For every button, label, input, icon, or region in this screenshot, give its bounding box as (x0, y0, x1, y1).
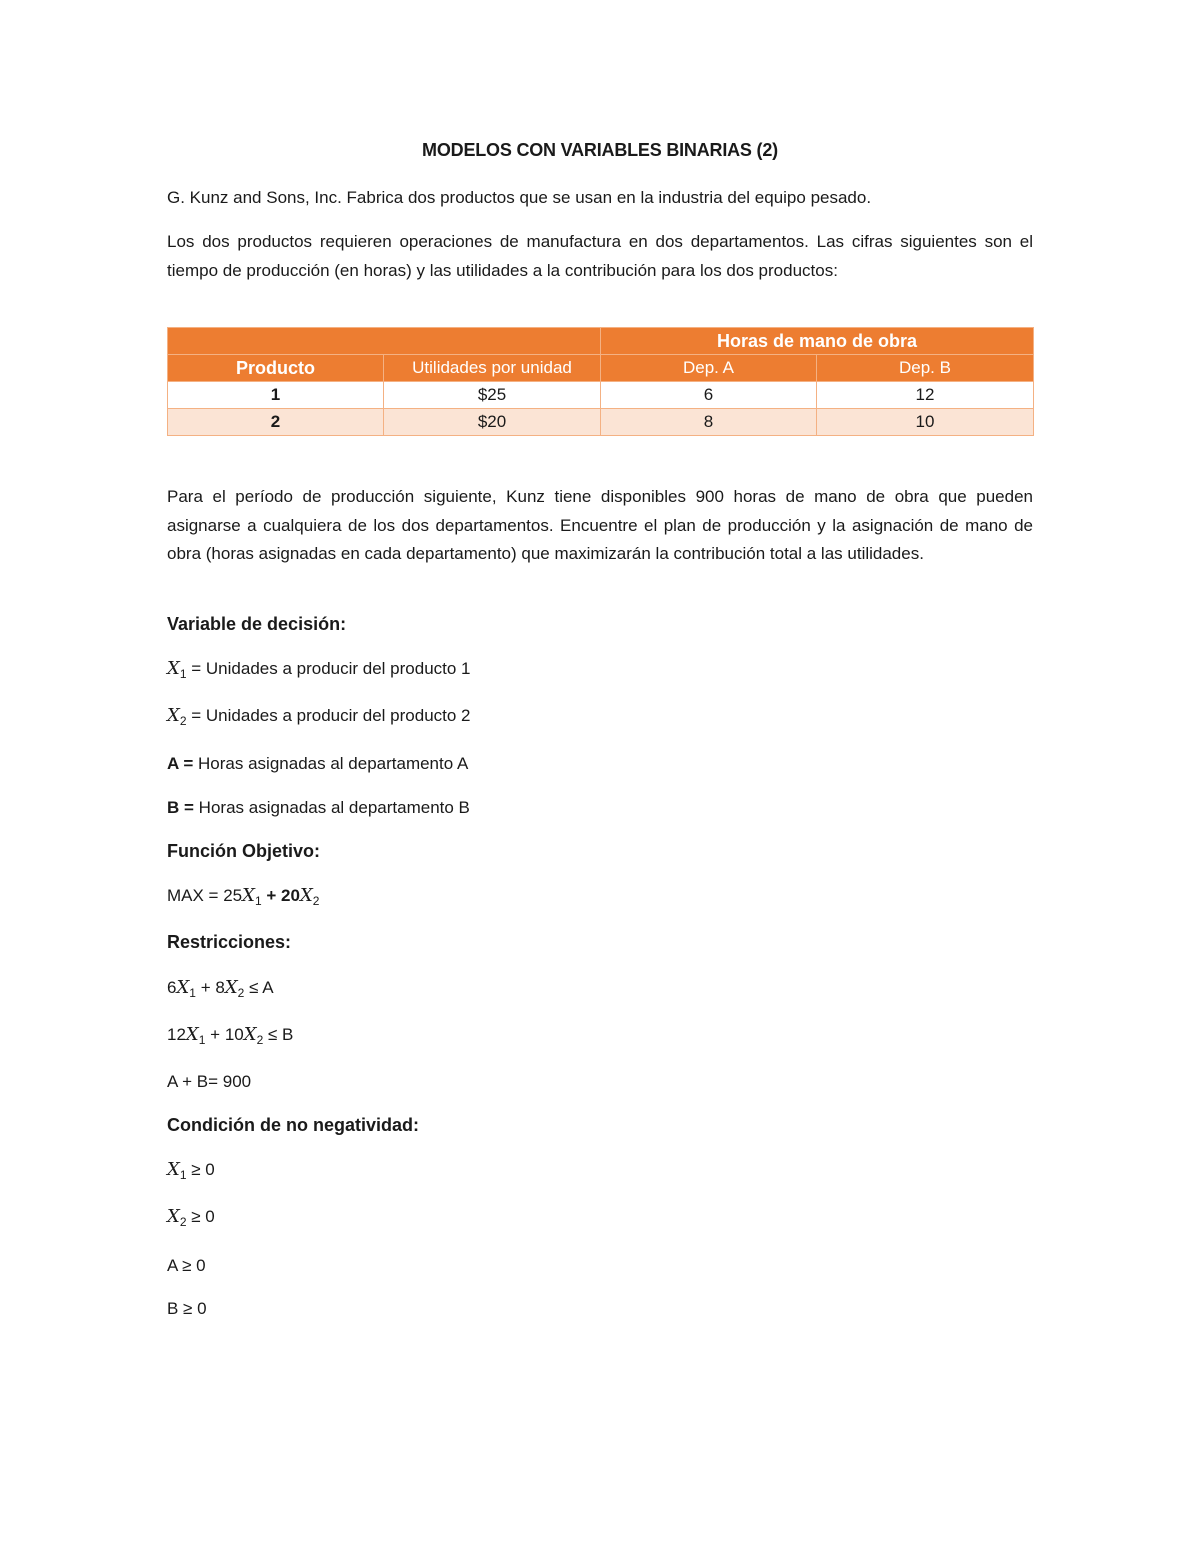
table-cell: $20 (384, 409, 601, 436)
nonneg-heading: Condición de no negatividad: (167, 1115, 419, 1135)
table-cell: 8 (601, 409, 817, 436)
table-cell: 1 (168, 382, 384, 409)
table-col-header: Dep. A (601, 355, 817, 382)
intro-paragraph-2: Los dos productos requieren operaciones de manufactura en dos departamentos. Las cifras siguientes son el tiempo de producción (en horas) y las utilidades a la contribución para los dos productos: (167, 232, 1033, 280)
table-cell: 12 (817, 382, 1034, 409)
table-cell: $25 (384, 382, 601, 409)
nonneg-x2: $X_2 \ge 0$ (167, 1206, 215, 1229)
objective-function: MAX = $25X_1 + 20X_2$ (167, 885, 320, 908)
nonneg-x1: $X_1 \ge 0$ (167, 1159, 215, 1182)
intro-paragraph-1: G. Kunz and Sons, Inc. Fabrica dos productos que se usan en la industria del equipo pesado. (167, 188, 872, 207)
decision-a: A = Horas asignadas al departamento A (167, 754, 469, 773)
table-empty-header (168, 328, 601, 355)
table-col-header: Utilidades por unidad (384, 355, 601, 382)
constraints-heading: Restricciones: (167, 932, 292, 952)
decision-b: B = Horas asignadas al departamento B (167, 798, 470, 817)
table-cell: 10 (817, 409, 1034, 436)
table-col-header: Dep. B (817, 355, 1034, 382)
table-row (168, 382, 1034, 409)
problem-paragraph: Para el período de producción siguiente, Kunz tiene disponibles 900 horas de mano de obra que pueden asignarse a cualquiera de los dos departamentos. Encuentre el plan de producción y la asignación de mano de obra (horas asignadas en cada departamento) que maximizarán la contribución total a las utilidades. (167, 487, 1033, 563)
production-table (167, 327, 1034, 436)
table-cell: 2 (168, 409, 384, 436)
constraint-3: A + B= 900 (167, 1072, 252, 1091)
document-title: MODELOS CON VARIABLES BINARIAS (2) (422, 140, 778, 160)
table-cell: 6 (601, 382, 817, 409)
table-header-row (168, 355, 1034, 382)
table-col-header: Producto (168, 355, 384, 382)
table-group-header-row (168, 328, 1034, 355)
nonneg-b: B ≥ 0 (167, 1299, 207, 1318)
nonneg-a: A ≥ 0 (167, 1256, 206, 1275)
table-group-header: Horas de mano de obra (601, 328, 1034, 355)
constraint-2: $12X_1 + 10X_2 \le B$ (167, 1024, 294, 1047)
decision-x2: $X_2$ = Unidades a producir del producto 2 (167, 705, 471, 728)
objective-heading: Función Objetivo: (167, 841, 320, 861)
table-row (168, 409, 1034, 436)
decision-x1: $X_1$ = Unidades a producir del producto 1 (167, 658, 471, 681)
decision-heading: Variable de decisión: (167, 614, 347, 634)
constraint-1: $6X_1 + 8X_2 \le A$ (167, 977, 274, 1000)
